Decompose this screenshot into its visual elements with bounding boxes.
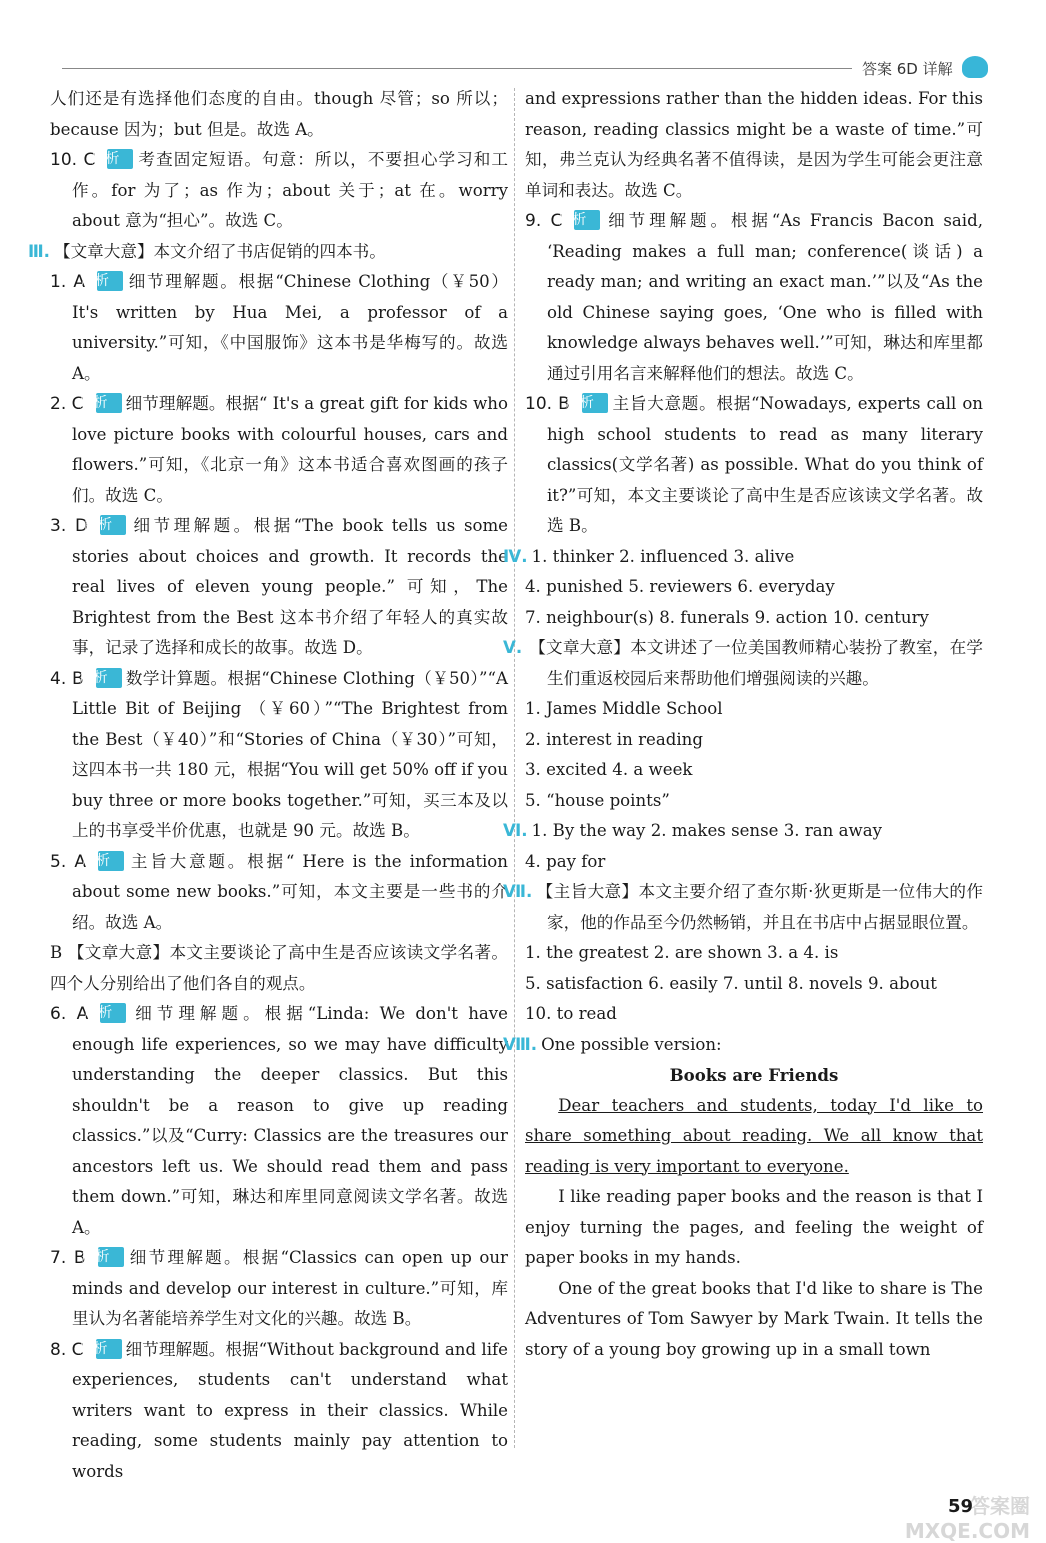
- answer-number: 8. C: [50, 1339, 84, 1360]
- answer-text: 2. interest in reading: [525, 729, 703, 749]
- answer-text: 细节理解题。根据“As Francis Bacon said, ‘Reading makes a full man; conference(谈话) a ready man; and writing an exact man.’”以及“As the old Chinese saying goes, ‘One who is filled with knowledge always behaves well.’”可知，琳达和库里都通过引用名言来解释他们的想法。故选 C。: [547, 211, 983, 383]
- right-items: [503, 84, 983, 1060]
- answer-item: Ⅲ. 【文章大意】本文介绍了书店促销的四本书。: [28, 241, 386, 261]
- answer-text: 【主旨大意】本文主要介绍了查尔斯·狄更斯是一位伟大的作家，他的作品至今仍然畅销，并且在书店中占据显眼位置。: [536, 882, 983, 932]
- answer-text: 1. James Middle School: [525, 699, 723, 718]
- answer-text: 【文章大意】本文讲述了一位美国教师精心装扮了教室，在学生们重返校园后来帮助他们增强阅读的兴趣。: [529, 638, 983, 688]
- section-numeral: Ⅵ.: [503, 821, 528, 840]
- header-rule: [62, 68, 852, 69]
- analysis-tag: 解析: [574, 210, 600, 230]
- answer-text: 细节理解题。根据“The book tells us some stories about choices and growth. It records the real lives of eleven young people.” 可知，The Brightest from the Best 这本书介绍了年轻人的真实故事，记录了选择和成长的故事。故选 D。: [72, 516, 508, 657]
- answer-number: 1. A: [50, 272, 85, 292]
- answer-item: [525, 572, 983, 603]
- answer-item: [50, 84, 508, 145]
- answer-text: 5. satisfaction 6. easily 7. until 8. novels 9. about: [525, 973, 937, 993]
- answer-item: [525, 389, 983, 542]
- left-column: [28, 84, 509, 1487]
- analysis-tag: 解析: [96, 393, 122, 413]
- answer-number: 10. B: [525, 394, 570, 414]
- answer-number: 7. B: [50, 1248, 86, 1268]
- answer-number: 6. A: [50, 1004, 89, 1024]
- answer-text: 3. excited 4. a week: [525, 760, 693, 779]
- analysis-tag: 解析: [98, 1247, 124, 1267]
- answer-number: 4. B: [50, 668, 84, 689]
- right-column: [503, 84, 983, 1365]
- answer-number: 10. C: [50, 150, 96, 170]
- answer-number: 2. C: [50, 394, 84, 414]
- answer-item: Ⅴ. 【文章大意】本文讲述了一位美国教师精心装扮了教室，在学生们重返校园后来帮助他们增强阅读的兴趣。: [503, 638, 983, 688]
- answer-text: 【文章大意】本文介绍了书店促销的四本书。: [54, 241, 386, 261]
- answer-item: [525, 84, 983, 206]
- section-numeral: Ⅳ.: [503, 546, 528, 566]
- answer-text: 5. “house points”: [525, 790, 670, 810]
- answer-item: [525, 786, 983, 817]
- answer-item: [525, 755, 983, 786]
- analysis-tag: 解析: [107, 149, 133, 169]
- answer-item: [50, 1335, 508, 1488]
- answer-text: 4. pay for: [525, 851, 606, 871]
- analysis-tag: 解析: [100, 1003, 126, 1023]
- answer-item: [503, 816, 983, 847]
- answer-item: [50, 847, 508, 939]
- answer-text: 细节理解题。根据“Linda: We don't have enough life experiences, so we may have difficulty understanding the deeper classics. But this shouldn't be a reason to give up reading classics.”以及“Curry: Classics are the treasures our ancestors left us. We should read them and pass them down.”可知，琳达和库里同意阅读文学名著。故选 A。: [72, 1004, 508, 1237]
- section-numeral: Ⅶ.: [503, 882, 533, 901]
- answer-text: 主旨大意题。根据“ Here is the information about some new books.”可知，本文主要是一些书的介绍。故选 A。: [72, 851, 508, 932]
- answer-text: 4. punished 5. reviewers 6. everyday: [525, 577, 835, 596]
- answer-item: [503, 1030, 983, 1061]
- answer-item: [503, 542, 983, 573]
- answer-text: 主旨大意题。根据“Nowadays, experts call on high school students to read as many literary classics(文学名著) as possible. What do you think of it?”可知，本文主要谈论了高中生是否应该读文学名著。故选 B。: [547, 394, 983, 535]
- essay-paragraph-2: I like reading paper books and the reason is that I enjoy turning the pages, and feeling the weight of paper books in my hands.: [525, 1187, 983, 1267]
- answer-text: and expressions rather than the hidden ideas. For this reason, reading classics might be a waste of time.”可知，弗兰克认为经典名著不值得读，是因为学生可能会更注意单词和表达。故选 C。: [525, 89, 983, 200]
- answer-item: [525, 969, 983, 1000]
- answer-text: 7. neighbour(s) 8. funerals 9. action 10. century: [525, 607, 929, 627]
- column-divider: [514, 88, 515, 1448]
- essay-paragraph-3: One of the great books that I'd like to share is The Adventures of Tom Sawyer by Mark Twain. It tells the story of a young boy growing up in a small town: [525, 1278, 983, 1359]
- analysis-tag: 解析: [96, 1339, 122, 1359]
- answer-text: 考查固定短语。句意：所以，不要担心学习和工作。for 为了；as 作为；about 关于；at 在。worry about 意为“担心”。故选 C。: [72, 150, 509, 230]
- answer-text: 人们还是有选择他们态度的自由。though 尽管；so 所以；because 因为；but 但是。故选 A。: [50, 89, 508, 139]
- answer-text: 细节理解题。根据“Without background and life experiences, students can't understand what writers want to express in their classics. While reading, some students mainly pay attention to words: [72, 1339, 508, 1481]
- analysis-tag: 解析: [96, 668, 122, 688]
- watermark: 答案圈 MXQE.COM: [904, 1494, 1030, 1543]
- answer-text: 细节理解题。根据“Chinese Clothing（￥50）It's written by Hua Mei, a professor of a university.”可知，《中国服饰》这本书是华梅写的。故选 A。: [72, 272, 508, 383]
- analysis-tag: 解析: [98, 851, 124, 871]
- answer-text: 10. to read: [525, 1004, 617, 1023]
- answer-number: 9. C: [525, 211, 563, 231]
- analysis-tag: 解析: [97, 271, 123, 291]
- essay-title: Books are Friends: [669, 1065, 839, 1085]
- analysis-tag: 解析: [100, 515, 126, 535]
- page-number: 59: [948, 1496, 974, 1517]
- answer-item: [525, 603, 983, 634]
- answer-text: B 【文章大意】本文主要谈论了高中生是否应该读文学名著。四个人分别给出了他们各自的观点。: [50, 943, 508, 993]
- answer-item: [503, 877, 983, 938]
- answer-text: 1. thinker 2. influenced 3. alive: [531, 546, 795, 566]
- answer-item: [525, 938, 983, 969]
- page-header: [62, 56, 992, 82]
- answer-text: 1. the greatest 2. are shown 3. a 4. is: [525, 943, 839, 962]
- answer-item: [50, 938, 508, 999]
- answer-item: [50, 267, 508, 389]
- header-label: 答案 6D 详解: [862, 60, 953, 78]
- answer-item: [50, 1243, 508, 1335]
- answer-item: [50, 511, 508, 664]
- answer-text: 细节理解题。根据“ It's a great gift for kids who love picture books with colourful houses, cars and flowers.”可知，《北京一角》这本书适合喜欢图画的孩子们。故选 C。: [72, 394, 508, 505]
- answer-item: [50, 664, 508, 847]
- answer-text: 1. By the way 2. makes sense 3. ran away: [531, 821, 882, 840]
- answer-item: [50, 145, 508, 237]
- analysis-tag: 解析: [582, 393, 608, 413]
- answer-number: 3. D: [50, 516, 89, 536]
- answer-text: 数学计算题。根据“Chinese Clothing（￥50）”“A Little Bit of Beijing （￥60）”“The Brightest from the Best（￥40）”和“Stories of China（￥30）”可知，这四本书一共 180 元，根据“You will get 50% off if you buy three or more books together.”可知，买三本及以上的书享受半价优惠，也就是 90 元。故选 B。: [72, 668, 508, 840]
- answer-item: [525, 999, 983, 1030]
- answer-item: [525, 847, 983, 878]
- answer-text: One possible version:: [541, 1034, 722, 1054]
- section-numeral: Ⅷ.: [503, 1034, 538, 1054]
- answer-item: [525, 206, 983, 389]
- answer-item: [50, 999, 508, 1243]
- answer-number: 5. A: [50, 851, 87, 872]
- answer-item: [525, 725, 983, 756]
- graduation-cap-icon: [962, 56, 988, 78]
- answer-item: [525, 694, 983, 725]
- answer-text: 细节理解题。根据“Classics can open up our minds and develop our interest in culture.”可知，库里认为名著能培养学生对文化的兴趣。故选 B。: [72, 1248, 508, 1328]
- essay-paragraph-1: Dear teachers and students, today I'd like to share something about reading. We all know that reading is very important to everyone.: [525, 1095, 983, 1176]
- answer-item: [50, 389, 508, 511]
